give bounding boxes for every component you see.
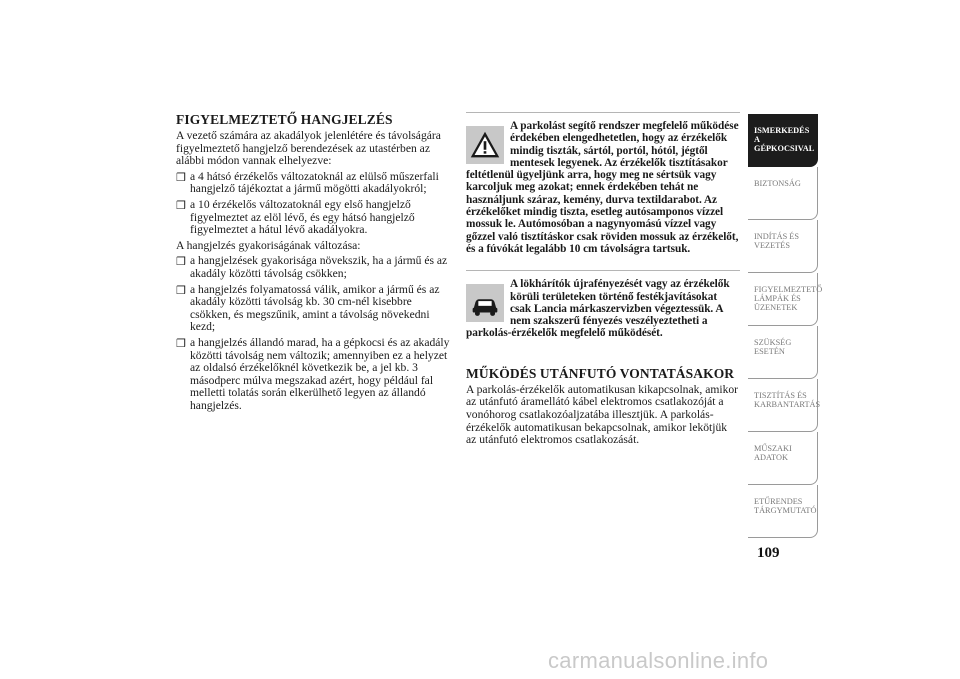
tab-safety[interactable]: BIZTONSÁG bbox=[748, 167, 818, 220]
warning-triangle-icon bbox=[466, 126, 504, 164]
checkbox-bullet-icon: ❒ bbox=[176, 199, 186, 212]
car-attention-icon bbox=[466, 284, 504, 322]
section-title-trailer: MŰKÖDÉS UTÁNFUTÓ VONTATÁSAKOR bbox=[466, 365, 735, 381]
checkbox-bullet-icon: ❒ bbox=[176, 284, 186, 297]
tab-getting-to-know[interactable]: ISMERKEDÉS A GÉPKOCSIVAL bbox=[748, 114, 818, 167]
intro-paragraph: A vezető számára az akadályok jelenlétére és távolságára figyelmeztető hangjelző berendezések az utastérben az alábbi módon vannak elhelyezve: bbox=[176, 129, 441, 168]
subheading-frequency: A hangjelzés gyakoriságának változása: bbox=[176, 238, 361, 252]
tab-emergency[interactable]: SZÜKSÉG ESETÉN bbox=[748, 326, 818, 379]
tab-warning-lights[interactable]: FIGYELMEZTETŐ LÁMPÁK ÉS ÜZENETEK bbox=[748, 273, 818, 326]
page-number: 109 bbox=[757, 545, 780, 561]
watermark: carmanualsonline.info bbox=[548, 648, 769, 673]
warning-box-sensors-cleaning bbox=[466, 120, 740, 255]
divider bbox=[466, 270, 740, 271]
section-title-warning-signal: FIGYELMEZTETŐ HANGJELZÉS bbox=[176, 112, 393, 127]
trailer-section bbox=[466, 366, 740, 447]
tab-technical-data[interactable]: MŰSZAKI ADATOK bbox=[748, 432, 818, 485]
checkbox-bullet-icon: ❒ bbox=[176, 171, 186, 184]
checkbox-bullet-icon: ❒ bbox=[176, 337, 186, 350]
chapter-tabs bbox=[748, 114, 823, 538]
warning-text-1: A parkolást segítő rendszer megfelelő működése érdekében elengedhetetlen, hogy az érzékelők mindig tiszták, sártól, portól, hótól, jégtől mentesek legyenek. Az érzékelők tisztításakor feltétlenül ügyeljünk arra, hogy meg ne sértsük vagy karcoljuk meg azokat; ennek érdekében tehát ne használjunk száraz, kemény, durva textildarabot. Az érzékelőket mindig tiszta, esetleg autósamponos vízzel mossuk le. Autómosóban a nagynyomású vízzel vagy gőzzel való tisztításkor csak röviden mossuk az érzékelőt, és a fúvókát legalább 10 cm távolságra tartsuk. bbox=[466, 120, 739, 255]
tab-index[interactable]: ETŰRENDES TÁRGYMUTATÓ bbox=[748, 485, 818, 538]
tab-maintenance[interactable]: TISZTÍTÁS ÉS KARBANTARTÁS bbox=[748, 379, 818, 432]
divider bbox=[466, 112, 740, 113]
list-item: ❒ a hangjelzés állandó marad, ha a gépkocsi és az akadály közötti távolság nem változik; amennyiben ez a helyzet az oldalsó érzékelőknél következik be, a jel kb. 3 másodperc múlva megszakad azért, hogy például fal melletti tolatás során elkerülhető legyen az állandó hangjelzés. bbox=[176, 335, 450, 412]
list-item: ❒ a 4 hátsó érzékelős változatoknál az elülső műszerfali hangjelző tájékoztat a jármű mögötti akadályokról; bbox=[176, 169, 439, 196]
left-column bbox=[176, 112, 452, 412]
checkbox-bullet-icon: ❒ bbox=[176, 256, 186, 269]
warning-box-paint-repair bbox=[466, 278, 740, 339]
right-column bbox=[466, 112, 740, 447]
trailer-paragraph: A parkolás-érzékelők automatikusan kikapcsolnak, amikor az utánfutó áramellátó kábel elektromos csatlakozóját a vonóhorog csatlakozóaljzatába illesztjük. A parkolás-érzékelők automatikusan bekapcsolnak, amikor lekötjük az utánfutó elektromos csatlakozását. bbox=[466, 382, 739, 447]
tab-starting-driving[interactable]: INDÍTÁS ÉS VEZETÉS bbox=[748, 220, 818, 273]
list-item: ❒ a 10 érzékelős változatoknál egy első hangjelző figyelmeztet az elöl lévő, és egy hátsó hangjelző figyelmeztet a hátul lévő akadályokra. bbox=[176, 197, 415, 237]
list-item: ❒ a hangjelzés folyamatossá válik, amikor a jármű és az akadály közötti távolság kb. 30 cm-nél kisebbre csökken, és megszűnik, amint a távolság növekedni kezd; bbox=[176, 282, 440, 334]
warning-text-2: A lökhárítók újrafényezését vagy az érzékelők körüli területeken történő festékjavításokat csak Lancia márkaszervizben végeztessük. A nem szakszerű fényezés veszélyeztetheti a parkolás-érzékelők megfelelő működését. bbox=[466, 278, 730, 340]
list-item: ❒ a hangjelzések gyakorisága növekszik, ha a jármű és az akadály közötti távolság csökken; bbox=[176, 254, 448, 280]
